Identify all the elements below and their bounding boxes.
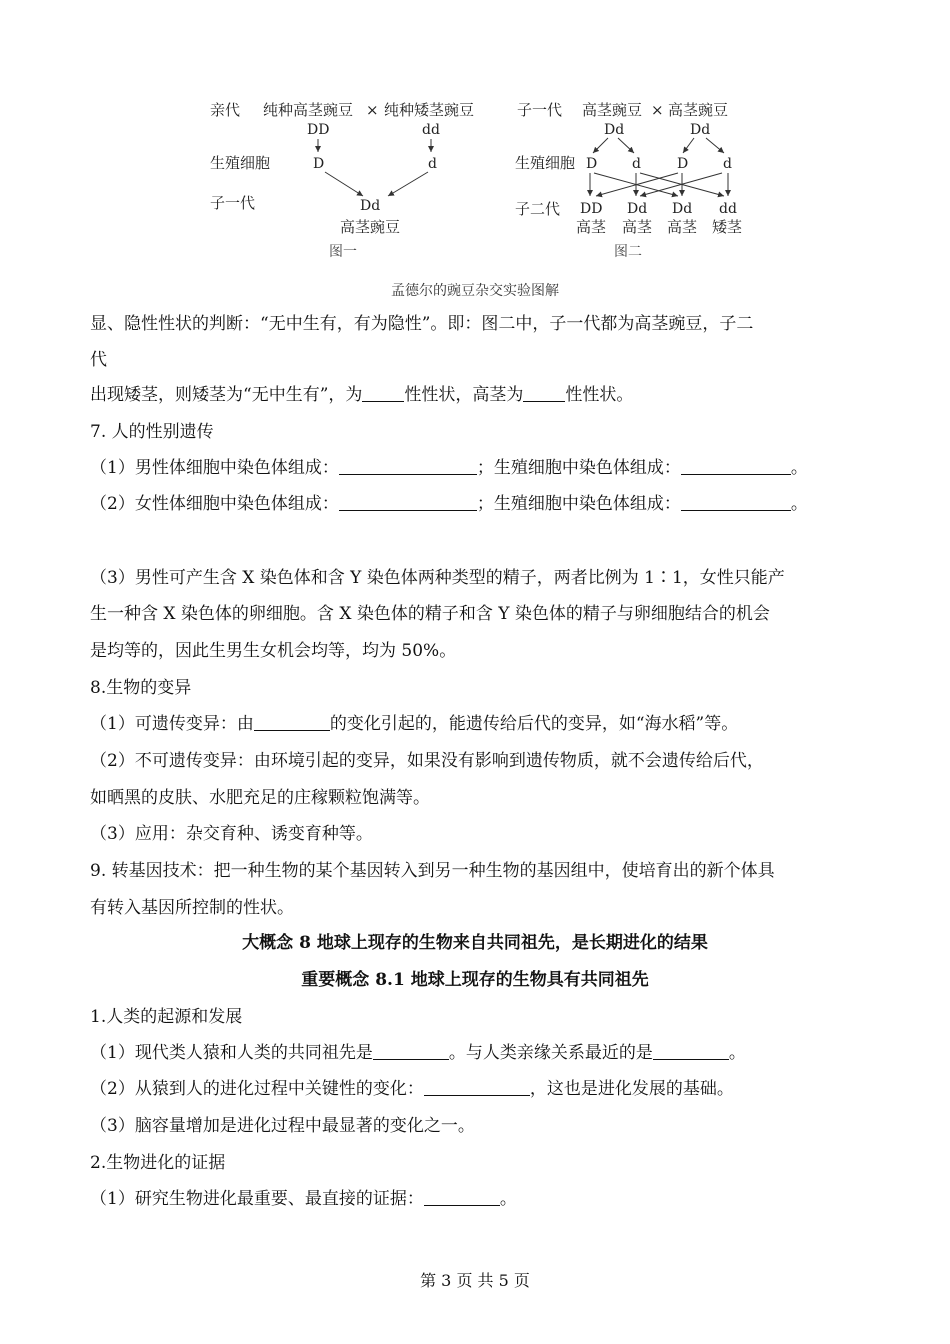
blank-female-germ[interactable] xyxy=(681,494,791,511)
blank-male-germ[interactable] xyxy=(681,458,791,475)
fig2-arrow-p2-g4 xyxy=(706,138,724,153)
blank-genetic-material[interactable] xyxy=(254,714,330,731)
item-nonheritable-variation-1: （2）不可遗传变异：由环境引起的变异，如果没有影响到遗传物质，就不会遗传给后代， xyxy=(90,751,764,771)
fig1-row-f1: 子一代 xyxy=(210,194,256,212)
blank-female-somatic[interactable] xyxy=(339,494,477,511)
item-heritable-variation: （1）可遗传变异：由 的变化引起的，能遗传给后代的变异，如“海水稻”等。 xyxy=(90,714,739,734)
item-nonheritable-variation-2: 如晒黑的皮肤、水肥充足的庄稼颗粒饱满等。 xyxy=(90,788,430,808)
blank-common-ancestor[interactable] xyxy=(373,1043,449,1060)
fig1-parent-right: 纯种矮茎豌豆 xyxy=(384,101,475,119)
fig2-row-gamete: 生殖细胞 xyxy=(515,154,576,172)
fig1-label: 图一 xyxy=(329,244,357,260)
fig2-row-parent: 子一代 xyxy=(517,101,563,119)
fig1-parent-left: 纯种高茎豌豆 xyxy=(263,101,354,119)
item-common-ancestor: （1）现代类人猿和人类的共同祖先是 。与人类亲缘关系最近的是 。 xyxy=(90,1043,746,1063)
fig1-arrow-gamete-right xyxy=(388,172,428,196)
fig2-cross: × xyxy=(651,101,664,119)
fig2-parent-left: 高茎豌豆 xyxy=(582,101,643,119)
fig1-cross: × xyxy=(366,101,379,119)
fig2-row-f2: 子二代 xyxy=(515,200,561,218)
fig1-geno-right: dd xyxy=(422,122,440,138)
fig1-gamete-left: D xyxy=(313,156,325,172)
mendel-cross-diagram xyxy=(0,0,950,270)
para-dominance-fill: 出现矮茎，则矮茎为“无中生有”，为 性性状，高茎为 性性状。 xyxy=(90,385,634,405)
fig2-gamete-2: d xyxy=(632,156,641,172)
item-sex-ratio-2: 生一种含 X 染色体的卵细胞。含 X 染色体的精子和含 Y 染色体的精子与卵细胞结合的机会 xyxy=(90,604,770,624)
page-footer: 第 3 页 共 5 页 xyxy=(420,1271,530,1290)
fig2-f2-pheno-1: 高茎 xyxy=(576,218,607,236)
fig2-gamete-1: D xyxy=(586,156,598,172)
heading-evolution-evidence: 2.生物进化的证据 xyxy=(90,1153,226,1173)
fig1-f1-pheno: 高茎豌豆 xyxy=(340,218,401,236)
fig2-geno-right: Dd xyxy=(690,122,711,138)
fig1-row-gamete: 生殖细胞 xyxy=(210,154,271,172)
important-concept-8-1: 重要概念 8.1 地球上现存的生物具有共同祖先 xyxy=(301,970,649,990)
blank-dominant[interactable] xyxy=(523,385,565,402)
item-sex-ratio-1: （3）男性可产生含 X 染色体和含 Y 染色体两种类型的精子，两者比例为 1∶1，女性只能产 xyxy=(90,568,785,588)
fig1-f1-geno: Dd xyxy=(360,198,381,214)
big-concept-8: 大概念 8 地球上现存的生物来自共同祖先，是长期进化的结果 xyxy=(242,933,708,953)
blank-recessive[interactable] xyxy=(362,385,404,402)
fig2-f2-pheno-2: 高茎 xyxy=(622,218,653,236)
item-direct-evidence: （1）研究生物进化最重要、最直接的证据： 。 xyxy=(90,1189,517,1209)
fig2-arrow-p1-g2 xyxy=(618,138,634,153)
figure-caption: 孟德尔的豌豆杂交实验图解 xyxy=(391,283,559,299)
fig2-gamete-3: D xyxy=(677,156,689,172)
fig2-arrow-p2-g3 xyxy=(683,138,694,153)
fig1-geno-left: DD xyxy=(307,122,330,138)
fig2-geno-left: Dd xyxy=(604,122,625,138)
para-dominance: 显、隐性性状的判断：“无中生有，有为隐性”。即：图二中，子一代都为高茎豌豆，子二 xyxy=(90,314,754,334)
fig2-f2-geno-4: dd xyxy=(719,201,737,217)
item-male-chromosomes: （1）男性体细胞中染色体组成： ；生殖细胞中染色体组成： 。 xyxy=(90,458,808,478)
item-female-chromosomes: （2）女性体细胞中染色体组成： ；生殖细胞中染色体组成： 。 xyxy=(90,494,808,514)
fig1-row-parent: 亲代 xyxy=(210,101,241,119)
item-transgenic-1: 9. 转基因技术：把一种生物的某个基因转入到另一种生物的基因组中，使培育出的新个体具 xyxy=(90,861,775,881)
item-brain-capacity: （3）脑容量增加是进化过程中最显著的变化之一。 xyxy=(90,1116,475,1136)
blank-key-change[interactable] xyxy=(424,1079,530,1096)
fig2-gamete-4: d xyxy=(723,156,732,172)
fig2-f2-pheno-4: 矮茎 xyxy=(712,218,743,236)
item-key-change: （2）从猿到人的进化过程中关键性的变化： ，这也是进化发展的基础。 xyxy=(90,1079,734,1099)
item-transgenic-2: 有转入基因所控制的性状。 xyxy=(90,898,294,918)
fig1-arrow-gamete-left xyxy=(325,172,363,196)
fig2-f2-pheno-3: 高茎 xyxy=(667,218,698,236)
fig2-f2-geno-1: DD xyxy=(580,201,603,217)
fig2-f2-geno-2: Dd xyxy=(627,201,648,217)
heading-variation: 8.生物的变异 xyxy=(90,678,192,698)
para-dominance-cont: 代 xyxy=(90,350,107,370)
heading-sex-inheritance: 7. 人的性别遗传 xyxy=(90,422,214,442)
fig1-gamete-right: d xyxy=(428,156,437,172)
blank-closest-relative[interactable] xyxy=(653,1043,729,1060)
fig2-label: 图二 xyxy=(614,244,642,260)
fig2-arrow-p1-g1 xyxy=(593,138,608,153)
fig2-f2-geno-3: Dd xyxy=(672,201,693,217)
blank-male-somatic[interactable] xyxy=(339,458,477,475)
item-sex-ratio-3: 是均等的，因此生男生女机会均等，均为 50%。 xyxy=(90,641,457,661)
heading-human-origin: 1.人类的起源和发展 xyxy=(90,1007,243,1027)
item-variation-application: （3）应用：杂交育种、诱变育种等。 xyxy=(90,824,373,844)
fig2-parent-right: 高茎豌豆 xyxy=(668,101,729,119)
blank-fossil[interactable] xyxy=(424,1189,500,1206)
